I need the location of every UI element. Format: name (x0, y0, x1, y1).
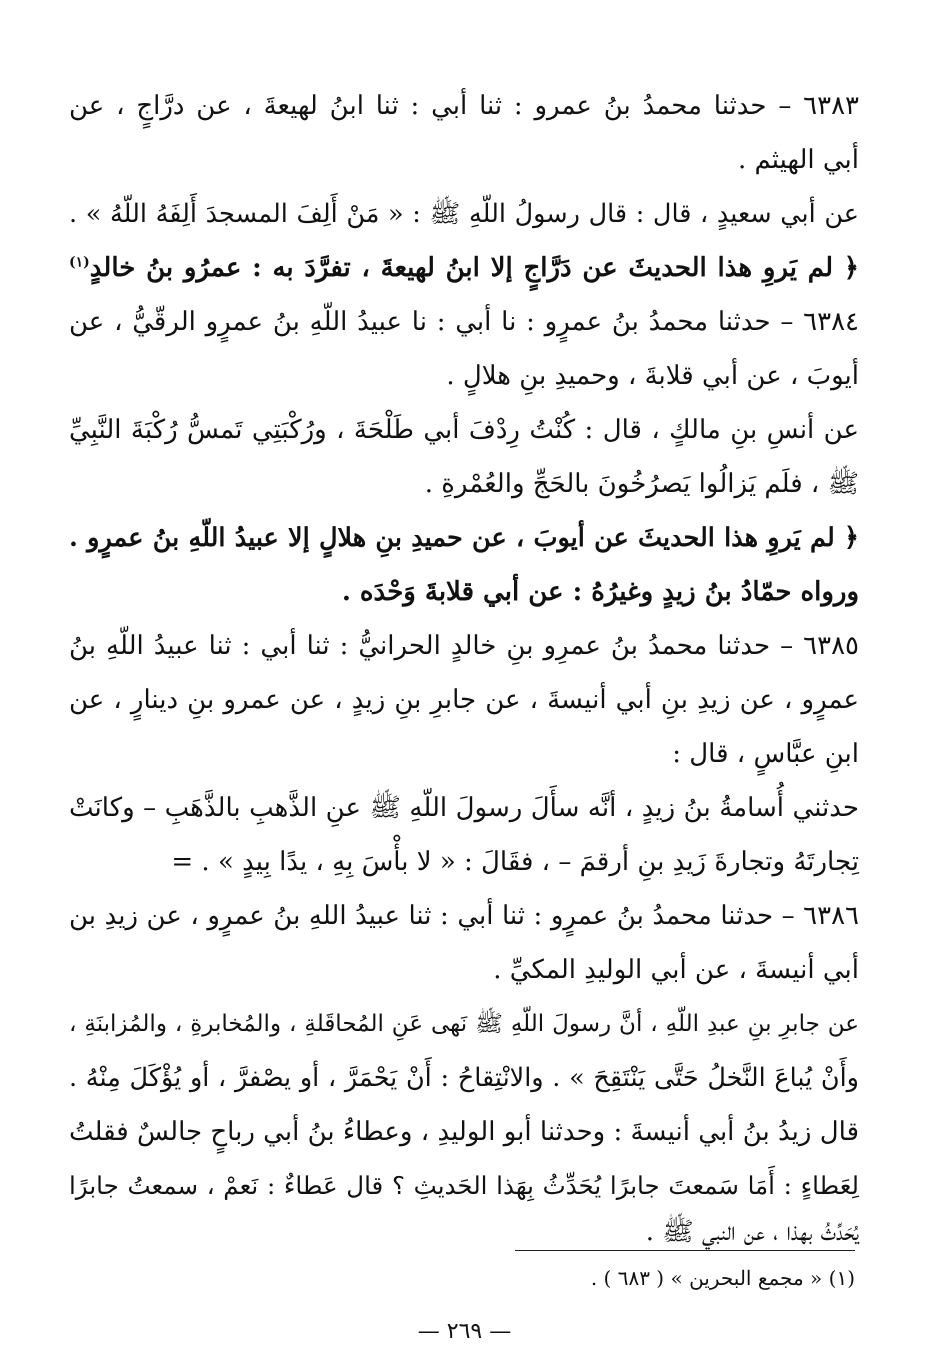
hadith-6384-line-1: ٦٣٨٤ – حدثنا محمدُ بنُ عمرٍو : نا أبي : نا عبيدُ اللّهِ بنُ عمرٍو الرقّيُّ ، عن (69, 307, 859, 337)
footnote-text: (١) « مجمع البحرين » ( ٦٨٣ ) . (590, 1266, 855, 1290)
hadith-6386-line-1: ٦٣٨٦ – حدثنا محمدُ بنُ عمرٍو : ثنا أبي : ثنا عبيدُ اللهِ بنُ عمرٍو ، عن زيدِ بن (69, 901, 859, 931)
hadith-6384-line-2: أيوبَ ، عن أبي قلابةَ ، وحميدِ بنِ هلالٍ . (446, 361, 859, 391)
hadith-6386-line-7: يُحَدِّثُ بهذا ، عن النبي ﷺ . (645, 1217, 859, 1247)
hadith-6385-line-5: تِجارتَهُ وتجارةَ زَيدِ بنِ أرقمَ – ، فقَالَ : « لا بأْسَ بِهِ ، يدًا بِيدٍ » . = (171, 847, 859, 877)
hadith-6386-line-5: قال زيدُ بنُ أبي أنيسةَ : وحدثنا أبو الوليدِ ، وعطاءُ بنُ أبي رباحٍ جالسٌ فقلتُ (69, 1117, 860, 1147)
hadith-6383-line-1: ٦٣٨٣ – حدثنا محمدُ بنُ عمرو : ثنا أبي : ثنا ابنُ لهيعةَ ، عن درَّاجٍ ، عن (69, 91, 859, 121)
hadith-6386-line-2: أبي أنيسةَ ، عن أبي الوليدِ المكيِّ . (493, 955, 859, 985)
hadith-6386-line-4: وأَنْ يُباعَ النَّخلُ حَتَّى يَنْتَقِحَ » . والانْتِقاحُ : أَنْ يَحْمَرَّ ، أو يصْفرَّ ، أو يُؤْكَلَ مِنْهُ . (69, 1063, 859, 1093)
page-number: — ٢٦٩ — (417, 1319, 512, 1344)
hadith-6386-line-6: لِعَطاءٍ : أَمَا سَمعتَ جابرًا يُحَدِّثُ بِهَذا الحَديثِ ؟ قال عَطاءٌ : نَعمْ ، سمعتُ جابرًا (69, 1171, 859, 1200)
hadith-6385-line-1: ٦٣٨٥ – حدثنا محمدُ بنُ عمرِو بنِ خالدٍ الحرانيُّ : ثنا أبي : ثنا عبيدُ اللّهِ بنُ (69, 631, 859, 661)
footnote-ref: (١) (69, 254, 90, 271)
hadith-6384-line-3: عن أنسِ بنِ مالكٍ ، قال : كُنْتُ رِدْفَ أبي طَلْحَةَ ، ورُكْبَتِي تَمسُّ رُكْبَةَ النَّبِيِّ (69, 415, 859, 445)
footnote-divider (515, 1250, 855, 1251)
hadith-6383-line-3: عن أبي سعيدٍ ، قال : قال رسولُ اللّهِ ﷺ : « مَنْ أَلِفَ المسجدَ أَلِفَهُ اللّهُ » . (69, 199, 859, 229)
hadith-6384-comment-1: ﴿ لم يَروِ هذا الحديثَ عن أيوبَ ، عن حميدِ بنِ هلالٍ إلا عبيدُ اللّهِ بنُ عمرٍو . (69, 523, 859, 553)
hadith-6385-line-3: ابنِ عبَّاسٍ ، قال : (672, 739, 859, 769)
hadith-6385-line-2: عمرٍو ، عن زيدِ بنِ أبي أنيسةَ ، عن جابرِ بنِ زيدٍ ، عن عمرو بنِ دينارٍ ، عن (69, 685, 859, 715)
hadith-6384-comment-2: ورواه حمّادُ بنُ زيدٍ وغيرُهُ : عن أبي قلابةَ وَحْدَه . (341, 577, 859, 607)
hadith-6383-comment (69, 248, 859, 288)
hadith-6385-line-4: حدثني أُسامةُ بنُ زيدٍ ، أنَّه سأَلَ رسولَ اللّهِ ﷺ عنِ الذَّهبِ بالذَّهَبِ – وكانَتْ (69, 793, 859, 823)
hadith-6383-line-2: أبي الهيثم . (737, 145, 859, 175)
hadith-6384-line-4: ﷺ ، فلَم يَزالُوا يَصرُخُونَ بالحَجِّ والعُمْرةِ . (424, 469, 859, 499)
hadith-6383-comment-text: ﴿ لم يَروِ هذا الحديثَ عن دَرَّاجٍ إلا ابنُ لهيعةَ ، تفرَّدَ به : عمرُو بنُ خالدٍ (89, 253, 859, 283)
hadith-6386-line-3: عن جابرِ بنِ عبدِ اللّهِ ، أنَّ رسولَ اللّهِ ﷺ نَهى عَنِ المُحاقَلةِ ، والمُخابرةِ ، والمُزابنَةِ ، (69, 1011, 859, 1037)
